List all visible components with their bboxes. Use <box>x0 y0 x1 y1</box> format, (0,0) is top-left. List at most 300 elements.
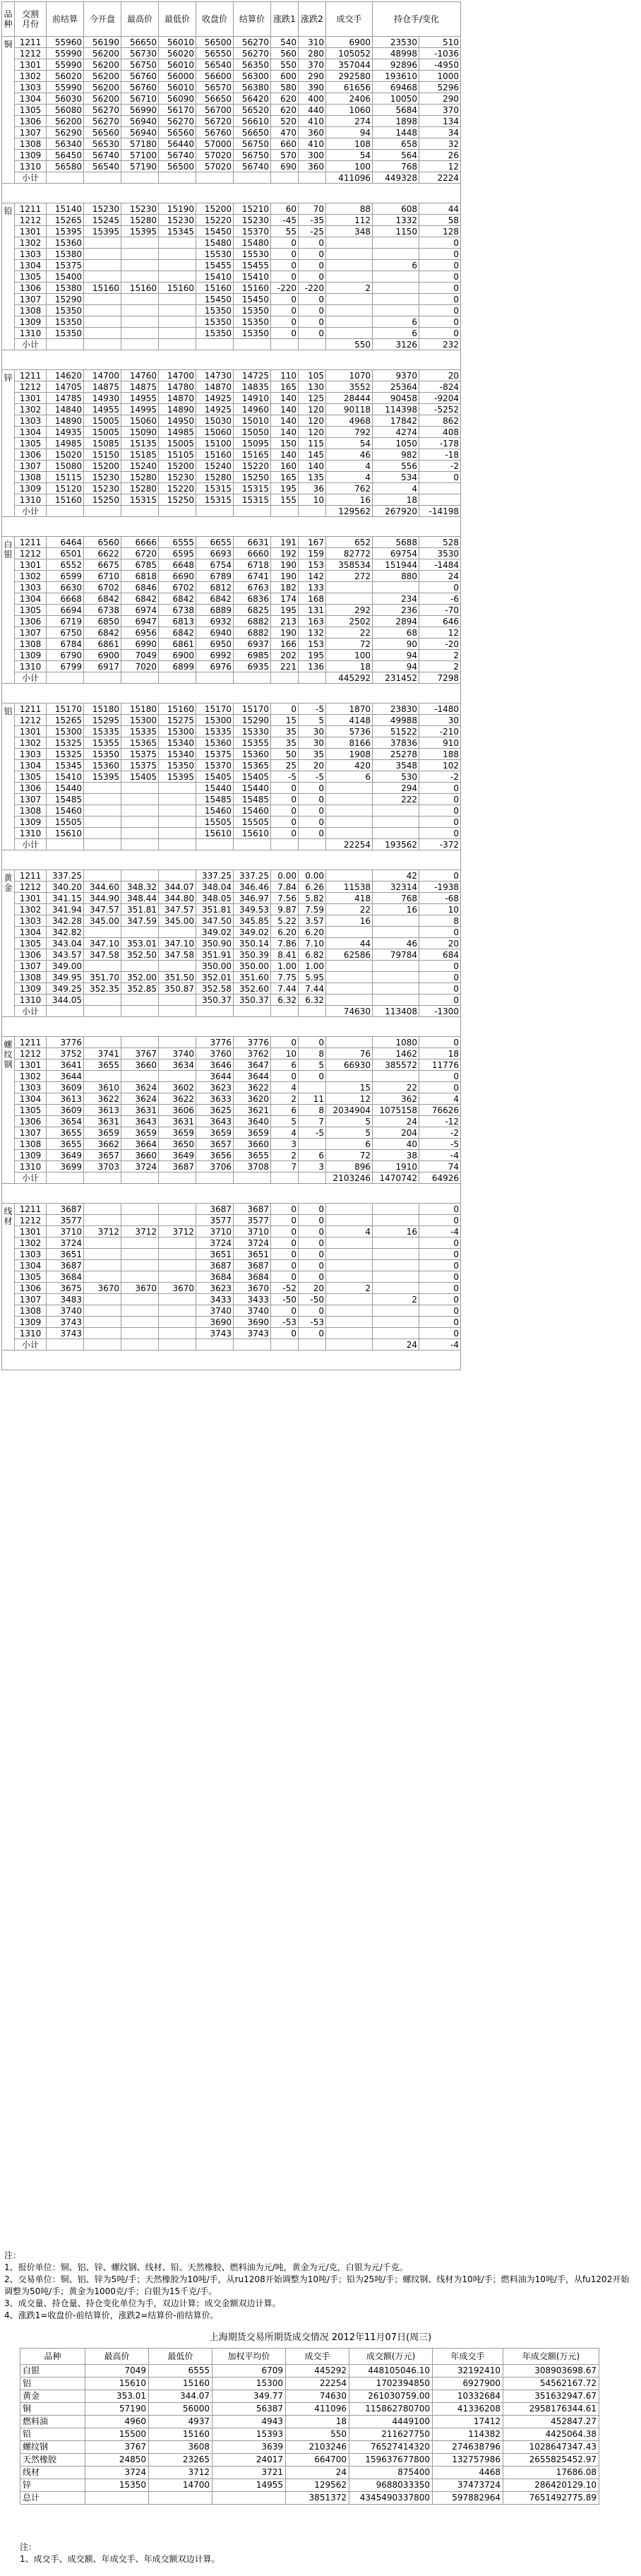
table-row <box>2 616 461 627</box>
table-cell: 7 <box>271 1161 299 1173</box>
table-cell: 6846 <box>121 582 159 593</box>
subtotal-cell <box>84 506 121 517</box>
table-cell: 342.82 <box>47 927 84 938</box>
table-cell: 15610 <box>47 828 84 839</box>
contract-cell: 1306 <box>15 283 47 294</box>
table-cell: -5 <box>299 771 326 783</box>
contract-cell: 1212 <box>15 548 47 559</box>
table-cell: 3633 <box>196 1093 234 1105</box>
table-cell: 56700 <box>196 105 234 116</box>
subtotal-cell <box>159 672 196 684</box>
table-cell: 608 <box>373 203 419 215</box>
contract-cell: 1301 <box>15 59 47 71</box>
summary-row <box>20 2492 599 2505</box>
table-cell: 6630 <box>47 582 84 593</box>
table-cell <box>84 794 121 805</box>
table-cell: 6861 <box>159 639 196 650</box>
table-cell: 3651 <box>196 1249 234 1260</box>
table-cell <box>159 783 196 794</box>
table-cell: 400 <box>299 93 326 105</box>
table-cell: 4968 <box>326 415 373 427</box>
table-cell: 114398 <box>373 404 419 415</box>
subtotal-cell <box>47 672 84 684</box>
table-cell: 6900 <box>159 650 196 661</box>
table-cell: -1484 <box>419 559 461 571</box>
subtotal-cell <box>84 839 121 850</box>
table-cell: 15180 <box>84 704 121 715</box>
table-cell: 15375 <box>196 749 234 760</box>
table-cell <box>159 828 196 839</box>
table-cell <box>121 961 159 972</box>
table-cell: 56300 <box>234 71 271 82</box>
subtotal-cell <box>121 339 159 350</box>
table-cell: -68 <box>419 893 461 904</box>
summary-cell: 15160 <box>149 2378 212 2390</box>
table-cell: 44 <box>326 938 373 949</box>
table-cell: 3624 <box>121 1082 159 1093</box>
table-cell: 15280 <box>196 472 234 483</box>
table-cell: 0 <box>419 783 461 794</box>
table-cell: 0 <box>299 1328 326 1339</box>
table-cell: 15460 <box>196 805 234 817</box>
table-cell <box>326 828 373 839</box>
subtotal-cell <box>121 839 159 850</box>
spacer-cell <box>2 684 461 704</box>
table-cell: 16 <box>373 1226 419 1237</box>
table-cell: 3530 <box>419 548 461 559</box>
table-cell: 345.00 <box>84 915 121 927</box>
table-cell: 17842 <box>373 415 419 427</box>
summary-cell: 54562167.72 <box>503 2378 599 2390</box>
table-cell: 15160 <box>196 283 234 294</box>
table-cell: 15210 <box>234 203 271 215</box>
summary-cell: 1702394850 <box>349 2378 433 2390</box>
table-cell: 3690 <box>234 1317 271 1328</box>
footnotes <box>20 2541 220 2565</box>
table-cell <box>84 328 121 339</box>
table-cell: 15060 <box>121 415 159 427</box>
table-cell: 0 <box>271 1271 299 1283</box>
table-cell: 14890 <box>47 415 84 427</box>
table-cell: 15115 <box>47 472 84 483</box>
table-cell: 56200 <box>47 116 84 127</box>
table-cell: 3712 <box>121 1226 159 1237</box>
table-cell: 193610 <box>373 71 419 82</box>
table-cell: 48998 <box>373 48 419 59</box>
table-cell: 15380 <box>47 249 84 260</box>
table-cell: 349.53 <box>234 904 271 915</box>
table-cell: 15165 <box>234 449 271 461</box>
table-cell: 140 <box>271 449 299 461</box>
table-cell: 3743 <box>47 1328 84 1339</box>
table-cell: 4 <box>326 472 373 483</box>
table-cell: 6812 <box>196 582 234 593</box>
table-cell <box>84 1271 121 1283</box>
summary-cell: 32192410 <box>433 2365 503 2378</box>
table-cell <box>121 1071 159 1082</box>
table-cell: 3767 <box>121 1048 159 1060</box>
table-cell: 15230 <box>159 215 196 226</box>
table-cell: -5 <box>419 1139 461 1150</box>
contract-cell: 1306 <box>15 783 47 794</box>
table-cell <box>326 870 373 882</box>
summary-product: 天然橡胶 <box>20 2454 85 2467</box>
table-cell: 3644 <box>196 1071 234 1082</box>
subtotal-row <box>2 172 461 184</box>
table-cell: 5.82 <box>299 893 326 904</box>
table-cell: 6738 <box>159 605 196 616</box>
contract-cell: 1303 <box>15 582 47 593</box>
table-cell <box>373 283 419 294</box>
table-cell: 350.14 <box>234 938 271 949</box>
table-cell: 90 <box>373 639 419 650</box>
table-cell: 56760 <box>196 127 234 138</box>
table-cell: 153 <box>299 559 326 571</box>
table-cell: -53 <box>271 1317 299 1328</box>
table-cell: 14955 <box>84 404 121 415</box>
table-cell: 56760 <box>121 71 159 82</box>
table-cell: 15160 <box>159 283 196 294</box>
table-row <box>2 1037 461 1048</box>
table-cell: 0 <box>419 1204 461 1215</box>
table-cell: 55990 <box>47 59 84 71</box>
table-cell <box>373 237 419 249</box>
table-cell <box>159 1037 196 1048</box>
subtotal-cell <box>271 672 299 684</box>
table-cell: 3655 <box>84 1060 121 1071</box>
table-row <box>2 1317 461 1328</box>
table-cell: 620 <box>271 105 299 116</box>
table-cell: 0 <box>419 271 461 283</box>
table-cell <box>326 1071 373 1082</box>
summary-cell: 4960 <box>85 2416 149 2428</box>
header-row <box>2 2 461 37</box>
table-cell: 690 <box>271 161 299 172</box>
subtotal-cell: 445292 <box>326 672 373 684</box>
table-cell: -4 <box>419 1226 461 1237</box>
contract-cell: 1310 <box>15 1328 47 1339</box>
table-cell: 6 <box>326 1139 373 1150</box>
contract-cell: 1302 <box>15 904 47 915</box>
table-cell: 108 <box>326 138 373 150</box>
table-cell <box>121 927 159 938</box>
table-cell: 11776 <box>419 1060 461 1071</box>
table-row <box>2 1260 461 1271</box>
subtotal-cell <box>271 172 299 184</box>
table-cell: 56010 <box>159 37 196 48</box>
table-cell: 349.02 <box>234 927 271 938</box>
contract-cell: 1211 <box>15 537 47 548</box>
table-cell: 290 <box>299 71 326 82</box>
subtotal-cell <box>299 1173 326 1184</box>
table-cell: 159 <box>299 548 326 559</box>
table-cell: 352.58 <box>196 983 234 995</box>
table-cell: 15325 <box>47 737 84 749</box>
table-cell: 3654 <box>47 1116 84 1127</box>
contract-cell: 1211 <box>15 1037 47 1048</box>
table-cell: 0 <box>419 283 461 294</box>
table-cell: 160 <box>271 461 299 472</box>
table-cell: 351.50 <box>159 972 196 983</box>
table-cell: 35 <box>299 749 326 760</box>
table-cell: 0 <box>299 1226 326 1237</box>
table-cell: 20 <box>419 370 461 381</box>
table-cell <box>121 316 159 328</box>
table-cell <box>159 237 196 249</box>
table-cell <box>121 1271 159 1283</box>
subtotal-cell <box>234 506 271 517</box>
table-cell: -45 <box>271 215 299 226</box>
table-cell: 56650 <box>121 37 159 48</box>
table-cell: 0 <box>271 805 299 817</box>
table-cell <box>84 1037 121 1048</box>
table-cell: 1462 <box>373 1048 419 1060</box>
table-row <box>2 1294 461 1305</box>
subtotal-cell: 22254 <box>326 839 373 850</box>
table-cell: 15480 <box>196 237 234 249</box>
table-cell <box>84 961 121 972</box>
table-cell <box>121 1305 159 1317</box>
table-cell: 6655 <box>196 537 234 548</box>
table-cell: 3662 <box>84 1139 121 1150</box>
table-cell: 56450 <box>47 150 84 161</box>
subtotal-cell: 550 <box>326 339 373 350</box>
table-cell <box>84 1260 121 1271</box>
table-cell: 2 <box>419 650 461 661</box>
table-cell: 351.70 <box>84 972 121 983</box>
subtotal-cell <box>299 839 326 850</box>
table-cell: 346.97 <box>234 893 271 904</box>
table-row <box>2 150 461 161</box>
table-cell <box>373 1283 419 1294</box>
table-cell: 1070 <box>326 370 373 381</box>
table-cell: 15020 <box>47 449 84 461</box>
table-cell: 6 <box>271 1105 299 1116</box>
table-cell: 15355 <box>84 737 121 749</box>
table-cell: 7020 <box>121 661 159 672</box>
table-cell: 3741 <box>84 1048 121 1060</box>
table-cell: 762 <box>326 483 373 494</box>
table-cell: 56740 <box>234 161 271 172</box>
table-cell: 3659 <box>159 1127 196 1139</box>
summary-row <box>20 2390 599 2403</box>
column-header: 前结算 <box>47 2 84 37</box>
table-cell: 15230 <box>84 472 121 483</box>
table-cell: 3743 <box>47 1317 84 1328</box>
contract-cell: 1308 <box>15 138 47 150</box>
table-cell: 56380 <box>234 82 271 93</box>
table-cell: 15350 <box>84 749 121 760</box>
subtotal-cell: 232 <box>419 339 461 350</box>
table-cell: 125 <box>299 393 326 404</box>
table-cell: 3743 <box>196 1328 234 1339</box>
table-cell <box>159 870 196 882</box>
table-cell: 15530 <box>196 249 234 260</box>
table-cell <box>326 294 373 305</box>
table-cell <box>373 1215 419 1226</box>
table-cell: 15230 <box>159 472 196 483</box>
table-cell <box>159 1237 196 1249</box>
table-cell: 15300 <box>196 715 234 726</box>
contract-cell: 1307 <box>15 1127 47 1139</box>
table-cell: 580 <box>271 82 299 93</box>
table-cell: 72 <box>326 639 373 650</box>
table-cell: 56010 <box>159 82 196 93</box>
table-cell: 14760 <box>121 370 159 381</box>
table-row <box>2 271 461 283</box>
table-cell: 15160 <box>84 283 121 294</box>
table-cell: 3622 <box>84 1093 121 1105</box>
table-cell <box>159 1305 196 1317</box>
table-cell: 120 <box>299 404 326 415</box>
table-cell: 192 <box>271 548 299 559</box>
table-cell: 347.58 <box>84 949 121 961</box>
table-cell: 14870 <box>196 381 234 393</box>
group-spacer <box>2 517 461 537</box>
subtotal-cell: -1300 <box>419 1006 461 1017</box>
table-cell: 14930 <box>84 393 121 404</box>
table-cell: 105052 <box>326 48 373 59</box>
subtotal-cell <box>47 172 84 184</box>
table-cell <box>373 582 419 593</box>
table-row <box>2 938 461 949</box>
table-row <box>2 961 461 972</box>
table-cell: 15140 <box>47 203 84 215</box>
contract-cell: 1302 <box>15 1237 47 1249</box>
table-cell <box>326 1294 373 1305</box>
table-cell: 94 <box>373 661 419 672</box>
table-cell: 347.57 <box>159 904 196 915</box>
summary-product: 燃料油 <box>20 2416 85 2428</box>
table-cell: 5 <box>299 1060 326 1071</box>
table-cell: 15365 <box>121 737 159 749</box>
summary-cell: 159637677800 <box>349 2454 433 2467</box>
table-cell: 3640 <box>234 1116 271 1127</box>
table-cell <box>373 1204 419 1215</box>
table-cell: 15100 <box>196 438 234 449</box>
table-cell: 510 <box>419 37 461 48</box>
contract-cell: 1302 <box>15 1071 47 1082</box>
table-cell <box>326 805 373 817</box>
table-cell: 14890 <box>159 404 196 415</box>
spacer-cell <box>2 184 461 203</box>
table-cell: 15335 <box>84 726 121 737</box>
table-cell: 7.10 <box>299 938 326 949</box>
table-cell: 57020 <box>196 150 234 161</box>
table-cell <box>373 1317 419 1328</box>
table-cell: 40 <box>373 1139 419 1150</box>
table-cell: -25 <box>299 226 326 237</box>
table-cell: 10050 <box>373 93 419 105</box>
table-cell: 56550 <box>196 48 234 59</box>
table-cell: 0 <box>419 582 461 593</box>
table-cell: 6818 <box>121 571 159 582</box>
table-cell: 14925 <box>196 404 234 415</box>
table-row <box>2 737 461 749</box>
table-cell: 133 <box>299 582 326 593</box>
table-cell: 349.25 <box>47 983 84 995</box>
contract-cell: 1305 <box>15 1271 47 1283</box>
summary-cell: 15393 <box>212 2428 286 2441</box>
table-cell: 2 <box>271 1093 299 1105</box>
table-cell: 15395 <box>159 771 196 783</box>
table-cell: 290 <box>419 93 461 105</box>
table-cell: 15135 <box>121 438 159 449</box>
table-cell: 292580 <box>326 71 373 82</box>
table-cell: 140 <box>271 393 299 404</box>
table-cell: 351.81 <box>121 904 159 915</box>
table-cell: -2 <box>419 771 461 783</box>
contract-cell: 1310 <box>15 161 47 172</box>
table-cell: 390 <box>299 82 326 93</box>
contract-cell: 1303 <box>15 249 47 260</box>
table-cell: 15 <box>271 715 299 726</box>
contract-cell: 1310 <box>15 661 47 672</box>
contract-cell: 1305 <box>15 605 47 616</box>
table-cell: 69468 <box>373 82 419 93</box>
table-cell: 25 <box>271 760 299 771</box>
table-cell: 56200 <box>84 93 121 105</box>
table-row <box>2 593 461 605</box>
table-row <box>2 1161 461 1173</box>
table-cell: 15005 <box>84 415 121 427</box>
table-cell: 15460 <box>47 805 84 817</box>
table-cell: 3659 <box>234 1127 271 1139</box>
table-cell: 410 <box>299 138 326 150</box>
table-cell: 348.05 <box>196 893 234 904</box>
table-cell: 56650 <box>234 127 271 138</box>
table-cell: 3.57 <box>299 915 326 927</box>
subtotal-cell <box>196 1006 234 1017</box>
table-cell: 15170 <box>196 704 234 715</box>
table-cell <box>121 1294 159 1305</box>
table-cell: 2 <box>271 1150 299 1161</box>
summary-cell: 15610 <box>85 2378 149 2390</box>
table-cell: 4 <box>373 483 419 494</box>
table-cell: 0 <box>299 294 326 305</box>
table-row <box>2 82 461 93</box>
summary-cell: 3608 <box>149 2441 212 2454</box>
table-cell: 274 <box>326 116 373 127</box>
table-cell: 14910 <box>234 393 271 404</box>
table-cell: 56760 <box>121 82 159 93</box>
table-cell: 61656 <box>326 82 373 93</box>
note-line: 2、交易单位：铜、铝、锌为5吨/手；天然橡胶为10吨/手，从ru1208开始调整为10吨/手；铅为25吨/手；螺纹钢、线材为10吨/手；燃料油为10吨/手，从fu1202开始调整为50吨/手；黄金为1000克/手；白银为15千克/手。 <box>4 2274 630 2296</box>
subtotal-cell <box>234 1006 271 1017</box>
table-row <box>2 1226 461 1237</box>
table-cell: 120 <box>299 415 326 427</box>
table-cell: 2894 <box>373 616 419 627</box>
contract-cell: 1212 <box>15 48 47 59</box>
table-cell: 35 <box>271 726 299 737</box>
table-cell: 15530 <box>234 249 271 260</box>
quote-table <box>1 1 461 1370</box>
table-cell: 168 <box>299 593 326 605</box>
table-cell: -210 <box>419 726 461 737</box>
subtotal-cell: 2224 <box>419 172 461 184</box>
table-row <box>2 116 461 127</box>
table-cell: 3643 <box>121 1116 159 1127</box>
table-cell: 165 <box>271 472 299 483</box>
table-cell: 8 <box>419 915 461 927</box>
table-cell: 8 <box>299 1048 326 1060</box>
table-cell: 15330 <box>234 726 271 737</box>
contract-cell: 1309 <box>15 316 47 328</box>
table-cell: 195 <box>271 483 299 494</box>
table-cell <box>159 294 196 305</box>
table-cell: 0.00 <box>271 870 299 882</box>
table-cell: 92896 <box>373 59 419 71</box>
